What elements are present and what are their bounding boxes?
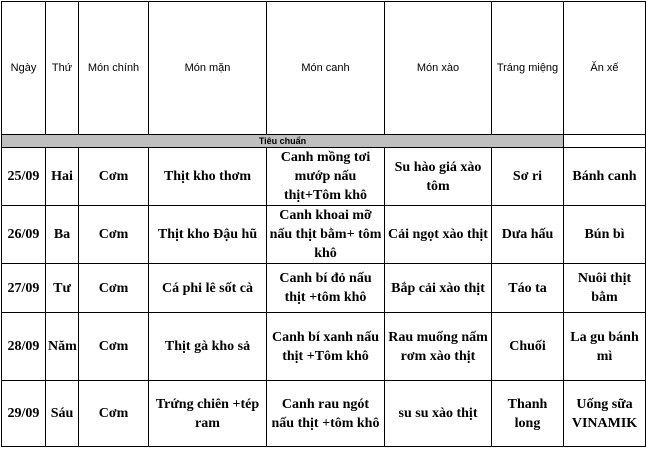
header-weekday: Thứ <box>46 2 79 135</box>
header-day: Ngày <box>2 2 46 135</box>
header-savory-dish: Món mặn <box>149 2 267 135</box>
table-row <box>2 148 646 206</box>
cell-savory-dish: Thịt gà kho sả <box>149 313 267 381</box>
section-blank-cell <box>564 135 646 148</box>
cell-snack: Nuôi thịt bằm <box>564 264 646 313</box>
cell-snack: La gu bánh mì <box>564 313 646 381</box>
cell-soup: Canh rau ngót nấu thịt +tôm khô <box>267 381 385 447</box>
cell-stir-fry: Bắp cải xào thịt <box>385 264 492 313</box>
table-row <box>2 381 646 447</box>
table-body <box>2 135 646 447</box>
header-snack: Ăn xế <box>564 2 646 135</box>
cell-main-dish: Cơm <box>79 206 149 264</box>
cell-day: 29/09 <box>2 381 46 447</box>
cell-soup: Canh khoai mỡ nấu thịt bằm+ tôm khô <box>267 206 385 264</box>
cell-stir-fry: Cải ngọt xào thịt <box>385 206 492 264</box>
cell-savory-dish: Cá phi lê sốt cà <box>149 264 267 313</box>
cell-stir-fry: Rau muống nấm rơm xào thịt <box>385 313 492 381</box>
section-row <box>2 135 646 148</box>
cell-main-dish: Cơm <box>79 264 149 313</box>
header-dessert: Tráng miệng <box>492 2 564 135</box>
cell-savory-dish: Trứng chiên +tép ram <box>149 381 267 447</box>
header-soup: Món canh <box>267 2 385 135</box>
cell-savory-dish: Thịt kho Đậu hũ <box>149 206 267 264</box>
cell-dessert: Dưa hấu <box>492 206 564 264</box>
cell-dessert: Thanh long <box>492 381 564 447</box>
header-main-dish: Món chính <box>79 2 149 135</box>
cell-snack: Uống sữa VINAMIK <box>564 381 646 447</box>
cell-dessert: Táo ta <box>492 264 564 313</box>
cell-soup: Canh bí đỏ nấu thịt +tôm khô <box>267 264 385 313</box>
cell-day: 26/09 <box>2 206 46 264</box>
cell-weekday: Ba <box>46 206 79 264</box>
section-label: Tiêu chuẩn <box>2 135 564 148</box>
header-row <box>2 2 646 135</box>
cell-day: 28/09 <box>2 313 46 381</box>
cell-day: 25/09 <box>2 148 46 206</box>
cell-soup: Canh mồng tơi mướp nấu thịt+Tôm khô <box>267 148 385 206</box>
table-header <box>2 2 646 135</box>
cell-savory-dish: Thịt kho thơm <box>149 148 267 206</box>
cell-main-dish: Cơm <box>79 381 149 447</box>
table-row <box>2 264 646 313</box>
cell-snack: Bún bì <box>564 206 646 264</box>
header-stir-fry: Món xào <box>385 2 492 135</box>
cell-dessert: Sơ ri <box>492 148 564 206</box>
cell-dessert: Chuối <box>492 313 564 381</box>
cell-weekday: Sáu <box>46 381 79 447</box>
weekly-menu-table <box>1 1 646 447</box>
table-row <box>2 313 646 381</box>
cell-soup: Canh bí xanh nấu thịt +Tôm khô <box>267 313 385 381</box>
cell-weekday: Hai <box>46 148 79 206</box>
table-row <box>2 206 646 264</box>
cell-stir-fry: Su hào giá xào tôm <box>385 148 492 206</box>
cell-weekday: Năm <box>46 313 79 381</box>
cell-main-dish: Cơm <box>79 313 149 381</box>
cell-day: 27/09 <box>2 264 46 313</box>
cell-stir-fry: su su xào thịt <box>385 381 492 447</box>
cell-snack: Bánh canh <box>564 148 646 206</box>
cell-weekday: Tư <box>46 264 79 313</box>
cell-main-dish: Cơm <box>79 148 149 206</box>
